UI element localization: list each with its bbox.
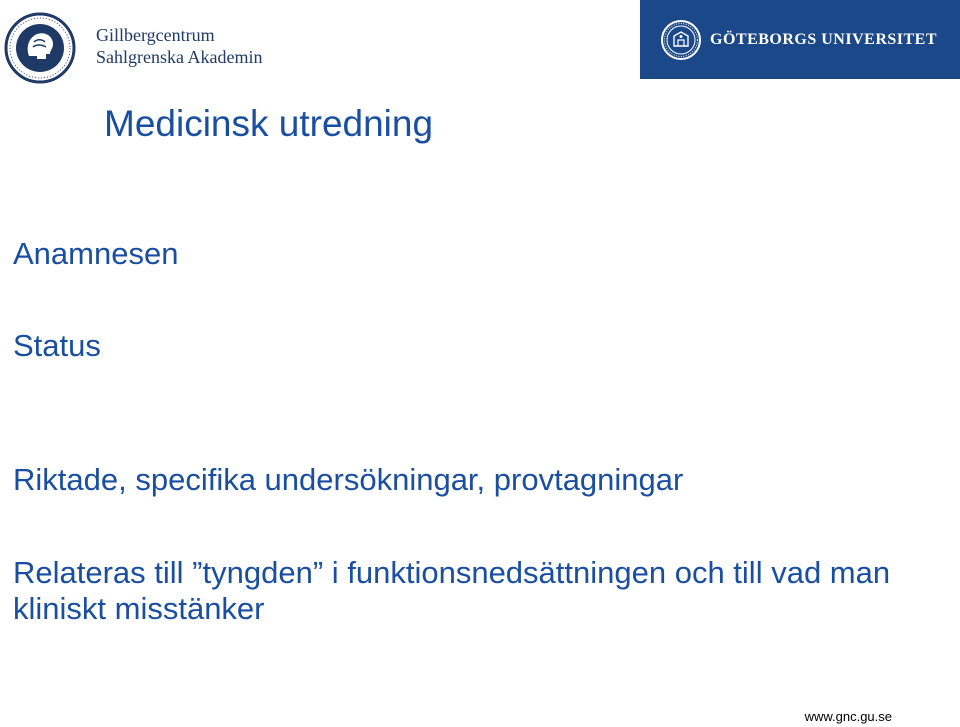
logo-line-2: Sahlgrenska Akademin <box>96 47 263 67</box>
goteborgs-universitet-logo <box>640 0 960 79</box>
university-seal-icon <box>660 19 702 61</box>
gillbergcentrum-logo <box>4 12 262 84</box>
university-name: GÖTEBORGS UNIVERSITET <box>710 30 938 48</box>
footer-url: www.gnc.gu.se <box>804 709 892 724</box>
bullet-status: Status <box>13 328 101 363</box>
logo-text <box>96 24 262 68</box>
logo-line-1: Gillbergcentrum <box>96 25 215 45</box>
bullet-relateras: Relateras till ”tyngden” i funktionsnedsättningen och till vad man kliniskt misstänker <box>13 555 891 626</box>
bullet-anamnesen: Anamnesen <box>13 236 179 271</box>
bullet-riktade-undersokningar: Riktade, specifika undersökningar, provtagningar <box>13 462 684 497</box>
slide-title: Medicinsk utredning <box>104 103 434 144</box>
gnc-neuropsychiatry-seal-icon <box>4 12 76 84</box>
